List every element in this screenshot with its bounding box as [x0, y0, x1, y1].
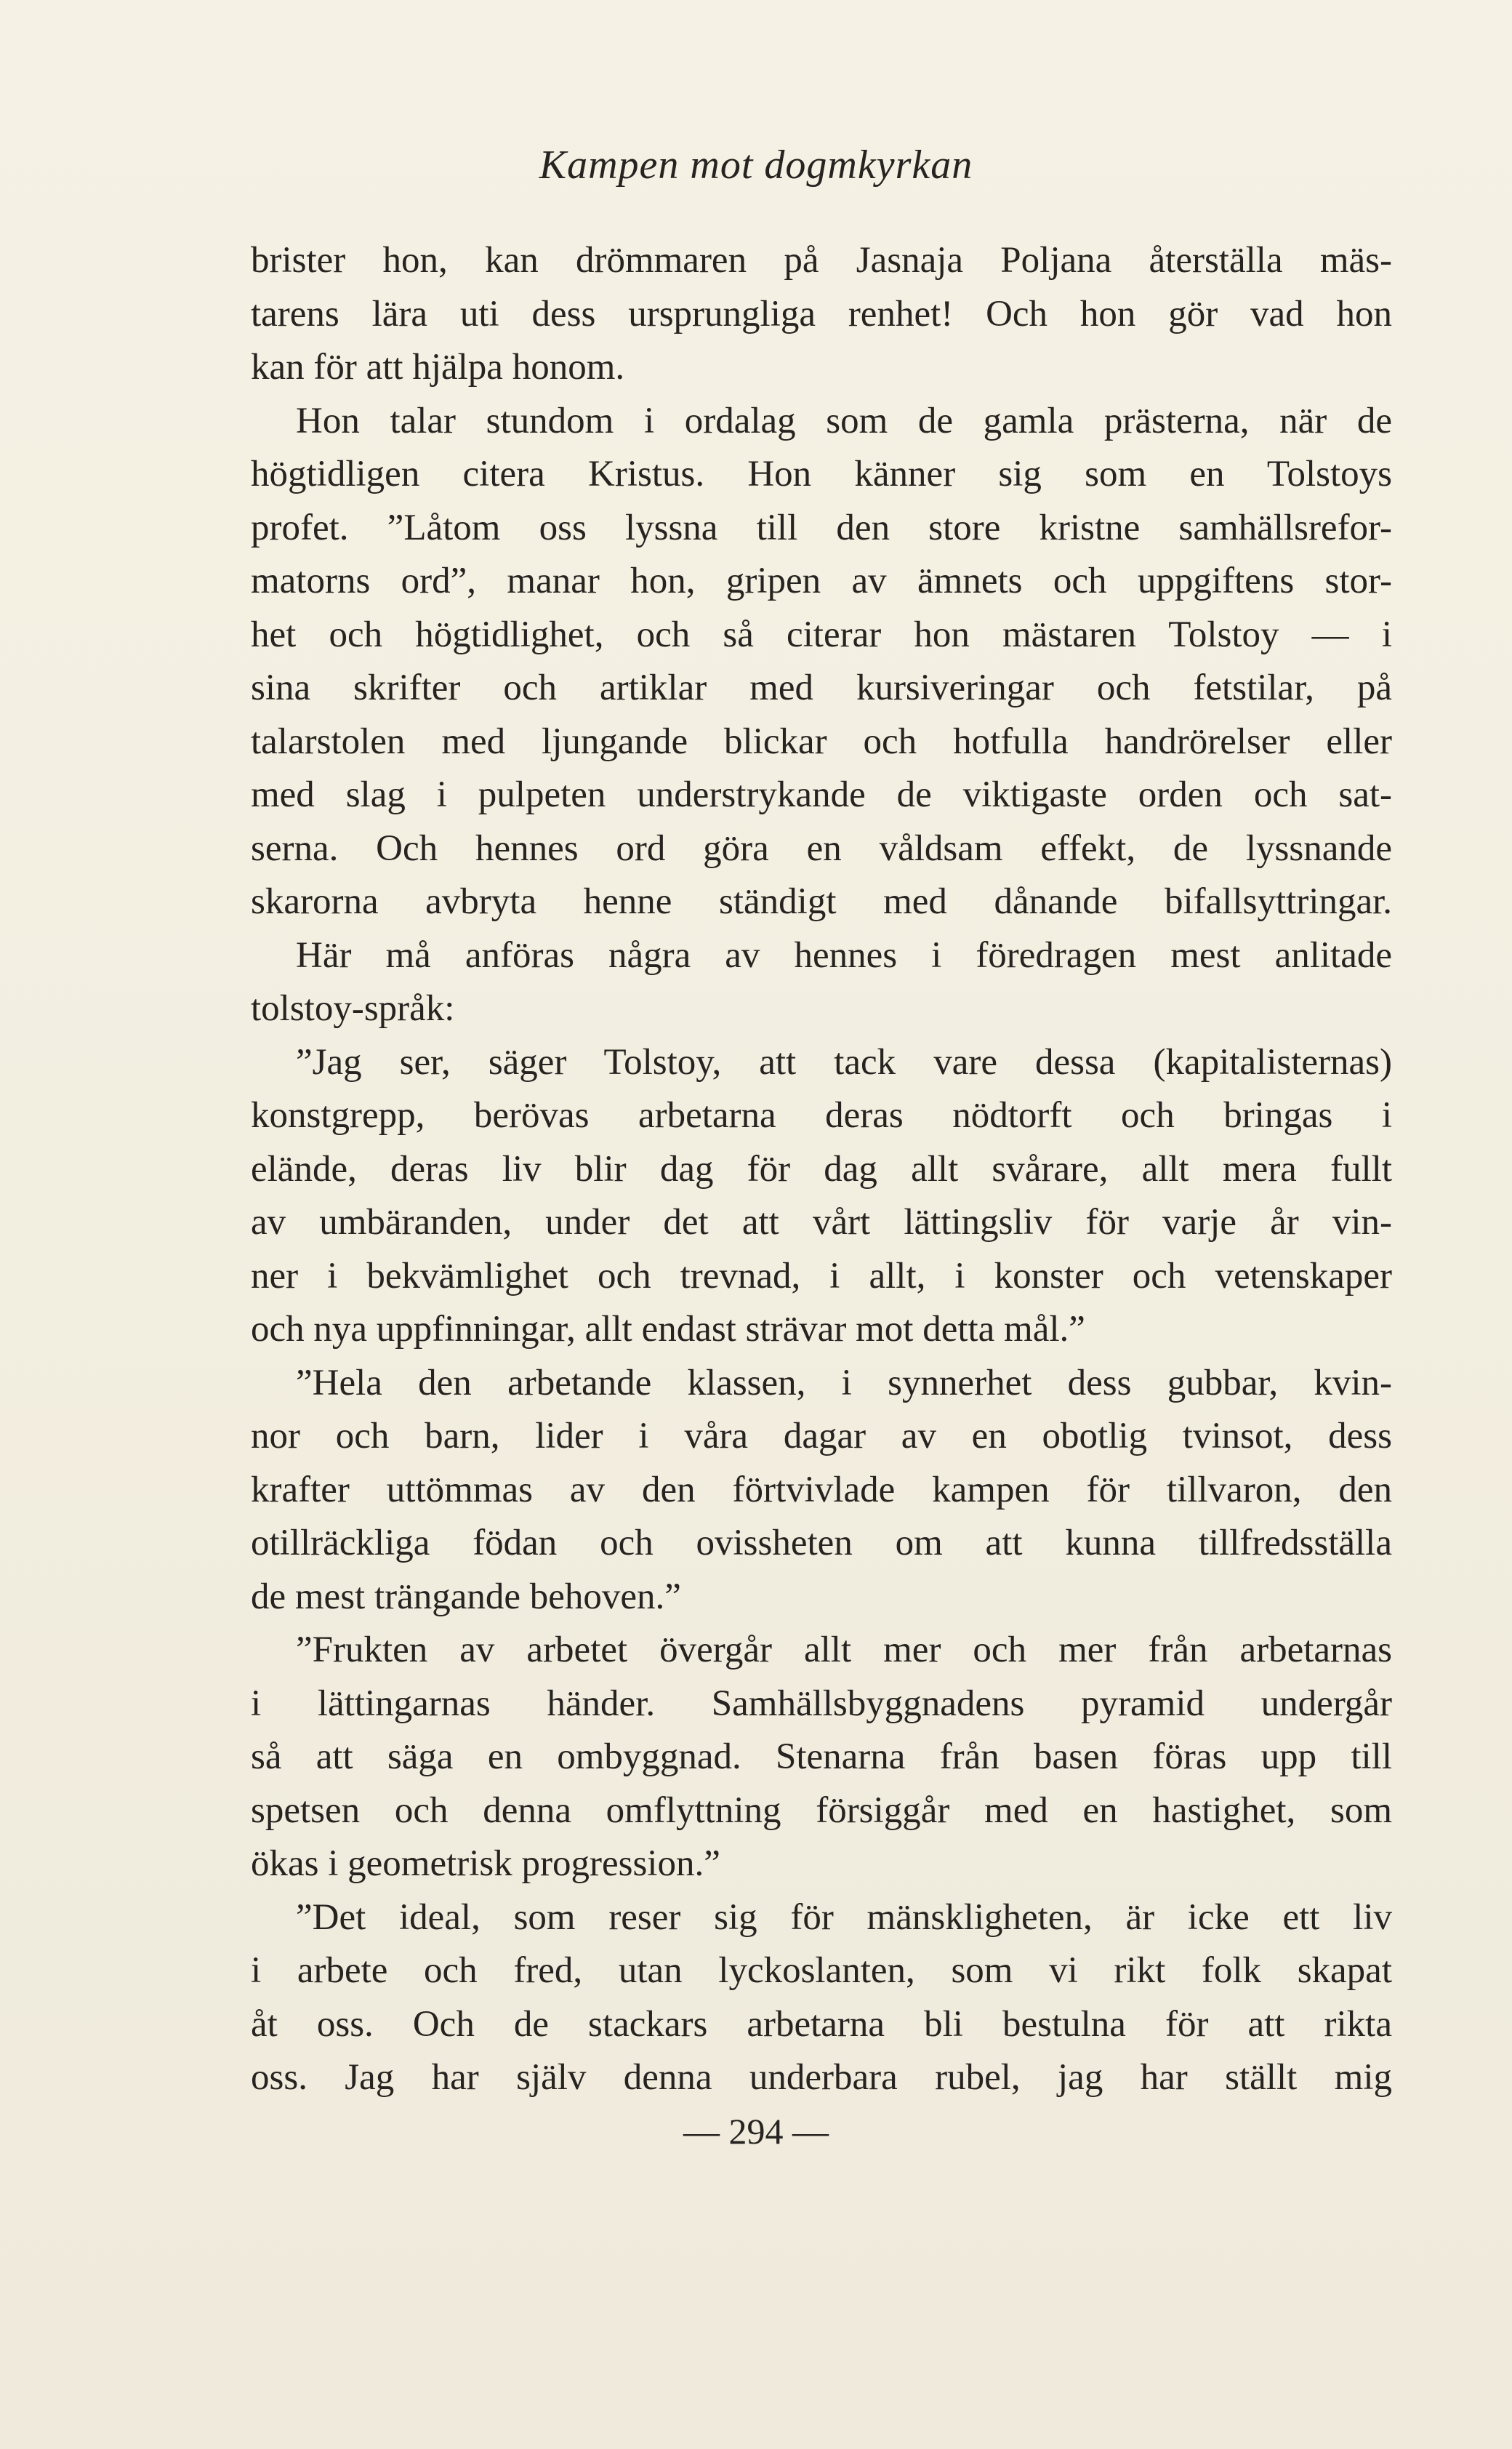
text-line: och nya uppfinningar, allt endast strävar mot detta mål.” — [251, 1309, 1085, 1350]
text-line: nor och barn, lider i våra dagar av en obotlig tvinsot, dess — [251, 1416, 1392, 1456]
text-line: ”Jag ser, säger Tolstoy, att tack vare dessa (kapitalisternas) — [296, 1041, 1392, 1083]
text-line: Hon talar stundom i ordalag som de gamla prästerna, när de — [296, 400, 1392, 441]
text-line: konstgrepp, berövas arbetarna deras nödtorft och bringas i — [251, 1095, 1392, 1136]
text-line: elände, deras liv blir dag för dag allt svårare, allt mera fullt — [251, 1148, 1392, 1190]
text-line: i lättingarnas händer. Samhällsbyggnadens pyramid undergår — [251, 1683, 1392, 1724]
text-line: ner i bekvämlighet och trevnad, i allt, i konster och vetenskaper — [251, 1255, 1392, 1296]
text-line: så att säga en ombyggnad. Stenarna från basen föras upp till — [251, 1736, 1392, 1777]
text-line: het och högtidlighet, och så citerar hon mästaren Tolstoy — i — [251, 614, 1392, 655]
text-line: ”Det ideal, som reser sig för mänskligheten, är icke ett liv — [296, 1896, 1392, 1938]
text-line: sina skrifter och artiklar med kursiveringar och fetstilar, på — [251, 668, 1392, 708]
text-line: de mest trängande behoven.” — [251, 1576, 681, 1617]
text-line: med slag i pulpeten understrykande de viktigaste orden och sat- — [251, 774, 1392, 815]
text-line: skarorna avbryta henne ständigt med dånande bifallsyttringar. — [251, 881, 1392, 922]
text-line: serna. Och hennes ord göra en våldsam effekt, de lyssnande — [251, 827, 1392, 869]
text-line: otillräckliga födan och ovissheten om att kunna tillfredsställa — [251, 1523, 1392, 1563]
text-line: ”Hela den arbetande klassen, i synnerhet dess gubbar, kvin- — [296, 1362, 1392, 1403]
text-line: brister hon, kan drömmaren på Jasnaja Poljana återställa mäs- — [251, 240, 1392, 281]
text-line: ”Frukten av arbetet övergår allt mer och mer från arbetarnas — [296, 1630, 1392, 1670]
text-line: krafter uttömmas av den förtvivlade kampen för tillvaron, den — [251, 1469, 1392, 1510]
text-line: Här må anföras några av hennes i föredragen mest anlitade — [296, 934, 1392, 976]
text-line: oss. Jag har själv denna underbara rubel, jag har ställt mig — [251, 2057, 1392, 2098]
text-line: profet. ”Låtom oss lyssna till den store kristne samhällsrefor- — [251, 507, 1392, 548]
body-text — [251, 234, 1392, 2105]
page-number: — 294 — — [683, 2111, 829, 2152]
text-line: åt oss. Och de stackars arbetarna bli bestulna för att rikta — [251, 2003, 1392, 2045]
text-line: talarstolen med ljungande blickar och hotfulla handrörelser eller — [251, 721, 1392, 762]
text-line: tarens lära uti dess ursprungliga renhet! Och hon gör vad hon — [251, 293, 1392, 334]
text-line: tolstoy-språk: — [251, 988, 455, 1029]
text-line: i arbete och fred, utan lyckoslanten, som vi rikt folk skapat — [251, 1950, 1392, 1991]
text-line: matorns ord”, manar hon, gripen av ämnets och uppgiftens stor- — [251, 561, 1392, 601]
text-line: spetsen och denna omflyttning försiggår med en hastighet, som — [251, 1789, 1392, 1831]
text-line: av umbäranden, under det att vårt lättingsliv för varje år vin- — [251, 1202, 1392, 1243]
running-title: Kampen mot dogmkyrkan — [539, 143, 973, 188]
text-line: ökas i geometrisk progression.” — [251, 1843, 720, 1884]
text-line: kan för att hjälpa honom. — [251, 347, 625, 388]
text-line: högtidligen citera Kristus. Hon känner sig som en Tolstoys — [251, 454, 1392, 494]
